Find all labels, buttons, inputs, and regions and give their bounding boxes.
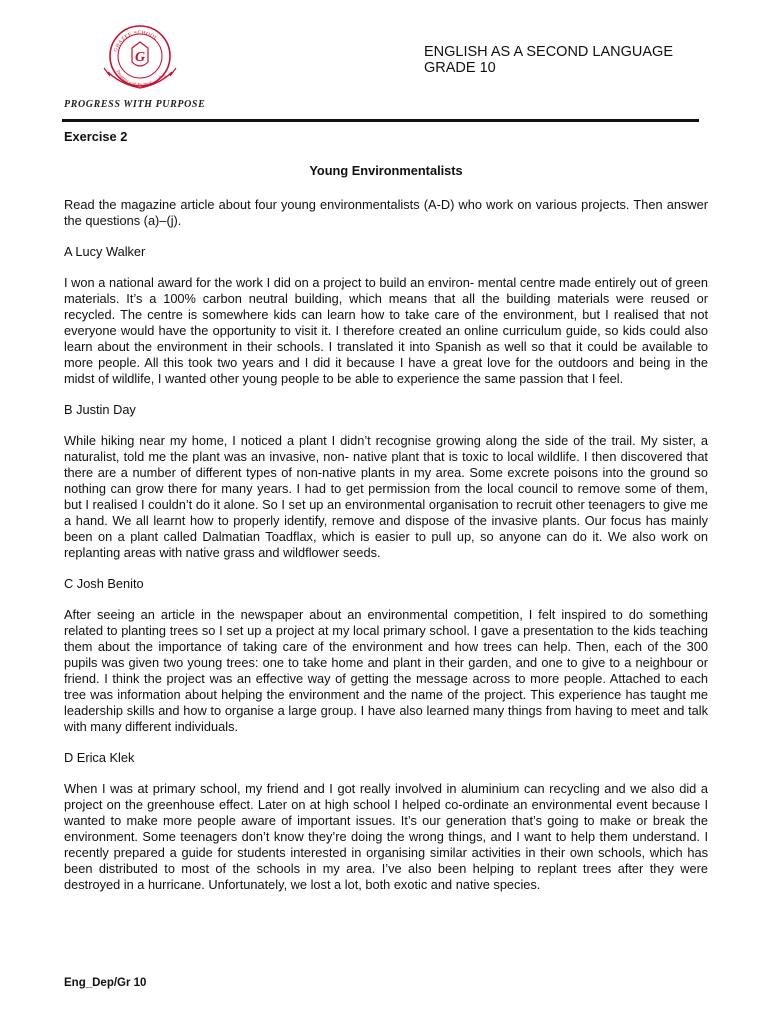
svg-text:1978: 1978 xyxy=(158,75,166,79)
course-title xyxy=(424,44,673,76)
school-motto: PROGRESS WITH PURPOSE xyxy=(64,99,206,110)
exercise-body xyxy=(64,129,708,908)
section-d-name: D Erica Klek xyxy=(64,750,135,765)
exercise-instructions: Read the magazine article about four young environmentalists (A-D) who work on various projects. Then answer the questions (a)–(j). xyxy=(64,197,708,228)
header-divider xyxy=(62,119,699,122)
course-subject: ENGLISH AS A SECOND LANGUAGE xyxy=(424,44,673,60)
section-a-name: A Lucy Walker xyxy=(64,244,146,259)
section-d-text: When I was at primary school, my friend and I got really involved in aluminium can recycling and we also did a project on the greenhouse effect. Later on at high school I helped co-ordinate an environmental event because I wanted to make more people aware of important issues. It’s our generation that’s going to make or break the environment. Some teenagers don’t know they’re doing the wrong things, and I want to help them understand. I recently prepared a guide for students interested in organising similar activities in their own schools, which has been distributed to most of the schools in my area. I’ve also been helping to replant trees after they were destroyed in a hurricane. Unfortunately, we lost a lot, both exotic and native species. xyxy=(64,781,708,892)
section-b-name: B Justin Day xyxy=(64,402,136,417)
section-a-text: I won a national award for the work I did on a project to build an environ- mental centre made entirely out of green materials. It’s a 100% carbon neutral building, which means that all the building materials were reused or recycled. The centre is somewhere kids can learn how to take care of the environment, but I realised that not everyone would have the opportunity to visit it. I therefore created an online curriculum guide, so kids could also learn about the environment in their schools. I translated it into Spanish as well so that it could be available to more people. All this took two years and I did it because I have a great love for the outdoors and being in the midst of wildlife, I wanted other young people to be able to experience the same passion that I feel. xyxy=(64,275,708,386)
svg-text:GHAZEE SCHOOL: GHAZEE SCHOOL xyxy=(112,29,159,53)
exercise-title: Young Environmentalists xyxy=(309,163,463,178)
page-footer: Eng_Dep/Gr 10 xyxy=(64,977,147,989)
exercise-label: Exercise 2 xyxy=(64,129,128,144)
section-b-text: While hiking near my home, I noticed a plant I didn’t recognise growing along the side of the trail. My sister, a naturalist, told me the plant was an invasive, non- native plant that is toxic to local wildlife. I then discovered that there are a number of different types of non-native plants in my area. Some excrete poisons into the ground so nothing can grow there for many years. I had to get permission from the local council to remove some of them, but I realised I couldn’t do it alone. So I set up an environmental organisation to recruit other teenagers to give me a hand. We all learnt how to properly identify, remove and dispose of the invasive plants. Our focus has mainly been on a plant called Dalmatian Toadflax, which is easier to pull up, so anyone can do it. We also work on replanting areas with native grass and wildflower seeds. xyxy=(64,433,708,560)
svg-text:Progress with Purpose: Progress with Purpose xyxy=(115,69,153,88)
course-grade: GRADE 10 xyxy=(424,60,496,76)
school-crest-logo xyxy=(100,18,180,94)
svg-text:G: G xyxy=(134,50,146,65)
section-c-name: C Josh Benito xyxy=(64,576,144,591)
section-c-text: After seeing an article in the newspaper about an environmental competition, I felt inspired to do something related to planting trees so I set up a project at my local primary school. I gave a presentation to the kids teaching them about the importance of taking care of the environment and how trees can help. Then, each of the 300 pupils was given two young trees: one to take home and plant in their garden, and one to give to a neighbour or friend. I think the project was an effective way of getting the message across to more people. Attached to each tree was information about helping the environment and the name of the project. This experience has taught me leadership skills and how to organise a large group. I have also learned many things from having to meet and talk with many different individuals. xyxy=(64,607,708,734)
